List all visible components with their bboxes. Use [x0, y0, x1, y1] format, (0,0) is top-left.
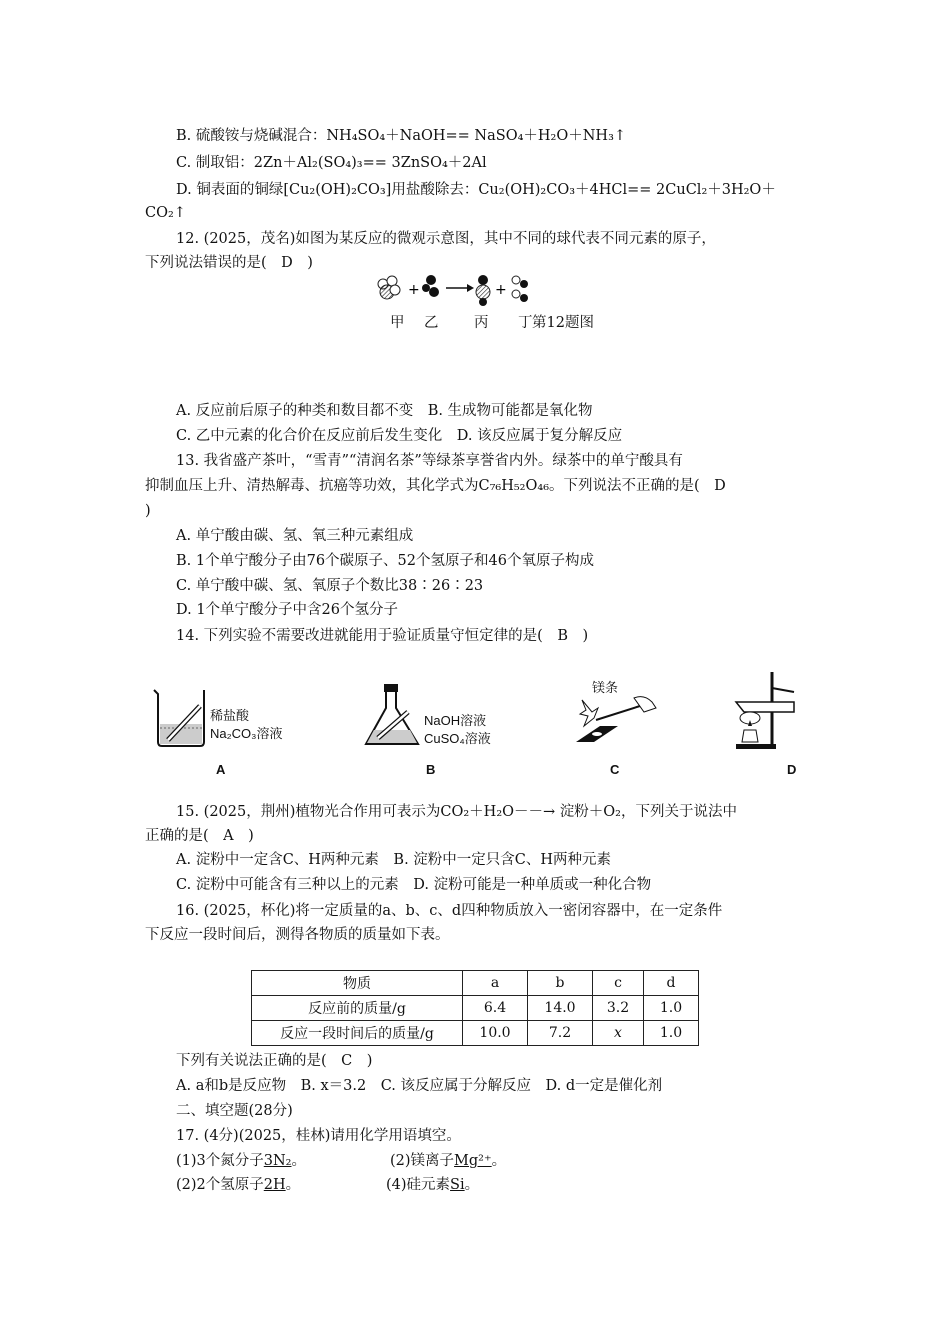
- molecule-yi-icon: [422, 275, 439, 297]
- fig-a-label-2: Na₂CO₃溶液: [210, 726, 283, 741]
- q13-stem: 13. 我省盛产茶叶，“雪青”“清润名茶”等绿茶享誉省内外。绿茶中的单宁酸具有: [176, 453, 683, 469]
- q17-item-1-prompt: (1)3个氮分子: [176, 1153, 264, 1169]
- q17-item-2-end: 。: [491, 1153, 507, 1169]
- table-header-cell: d: [644, 971, 699, 996]
- table-cell: 3.2: [593, 996, 644, 1021]
- q13-stem-cont2: ): [145, 503, 151, 519]
- table-cell: 10.0: [463, 1021, 528, 1046]
- q17-item-2-answer: Mg²⁺: [454, 1153, 492, 1169]
- q17-item-2-prompt: (2)镁离子: [390, 1153, 455, 1169]
- fig-label-a: A: [216, 762, 226, 777]
- q13-option-c: C. 单宁酸中碳、氢、氧原子个数比38∶26∶23: [176, 578, 484, 594]
- molecule-ding-icon: [512, 276, 528, 302]
- q12-stem-cont: 下列说法错误的是( D ): [145, 255, 313, 271]
- fig-label-c: C: [610, 762, 620, 777]
- q17-item-3: [176, 1175, 300, 1195]
- q17-item-3-answer: 2H: [263, 1177, 286, 1193]
- beaker-icon: [150, 684, 210, 748]
- q17-item-4-answer: Si: [450, 1177, 465, 1193]
- q15-stem: 15. (2025，荆州)植物光合作用可表示为CO₂＋H₂O－－→ 淀粉＋O₂，下列关于说法中: [176, 804, 737, 820]
- fig-c-label: 镁条: [592, 680, 619, 695]
- q11-option-d: D. 铜表面的铜绿[Cu₂(OH)₂CO₃]用盐酸除去：Cu₂(OH)₂CO₃＋4HCl== 2CuCl₂＋3H₂O＋: [176, 182, 776, 198]
- fig-label-ding: 丁: [518, 315, 533, 331]
- table-cell: 6.4: [463, 996, 528, 1021]
- table-cell: 14.0: [528, 996, 593, 1021]
- q11-option-b: B. 硫酸铵与烧碱混合：NH₄SO₄＋NaOH== NaSO₄＋H₂O＋NH₃↑: [176, 128, 627, 144]
- table-row: [252, 996, 699, 1021]
- table-cell: 1.0: [644, 996, 699, 1021]
- q17-item-4-end: 。: [464, 1177, 480, 1193]
- q15-options-cd: C. 淀粉中可能含有三种以上的元素 D. 淀粉可能是一种单质或一种化合物: [176, 877, 652, 893]
- q17-item-1: [176, 1151, 306, 1171]
- q17-item-1-answer: 3N₂: [263, 1153, 292, 1169]
- table-row: [252, 1021, 699, 1046]
- table-header-cell: c: [593, 971, 644, 996]
- fig-label-d: D: [787, 762, 797, 777]
- q16-options: A. a和b是反应物 B. x＝3.2 C. 该反应属于分解反应 D. d一定是催化剂: [176, 1078, 663, 1094]
- molecule-bing-icon: [476, 275, 490, 306]
- q16-stem-cont: 下反应一段时间后，测得各物质的质量如下表。: [145, 927, 450, 943]
- table-cell: x: [593, 1021, 644, 1046]
- table-header-cell: 物质: [252, 971, 463, 996]
- q12-stem: 12. (2025，茂名)如图为某反应的微观示意图，其中不同的球代表不同元素的原子，: [176, 231, 716, 247]
- q11-option-c: C. 制取铝：2Zn＋Al₂(SO₄)₃== 3ZnSO₄＋2Al: [176, 155, 487, 171]
- table-cell: 反应一段时间后的质量/g: [252, 1021, 463, 1046]
- svg-text:+: +: [495, 282, 507, 298]
- conical-flask-icon: [362, 682, 424, 750]
- table-header-cell: a: [463, 971, 528, 996]
- fig-label-yi: 乙: [424, 315, 439, 331]
- q17-item-2: [390, 1151, 506, 1171]
- molecule-jia-icon: [378, 276, 400, 299]
- q16-stem: 16. (2025，杯化)将一定质量的a、b、c、d四种物质放入一密闭容器中，在一定条件: [176, 903, 723, 919]
- q14-stem: 14. 下列实验不需要改进就能用于验证质量守恒定律的是( B ): [176, 628, 589, 644]
- fig-label-jia: 甲: [390, 315, 405, 331]
- table-cell: 1.0: [644, 1021, 699, 1046]
- mass-table: [251, 970, 699, 1046]
- q13-option-a: A. 单宁酸由碳、氢、氧三种元素组成: [176, 528, 414, 544]
- table-cell: 7.2: [528, 1021, 593, 1046]
- q15-options-ab: A. 淀粉中一定含C、H两种元素 B. 淀粉中一定只含C、H两种元素: [176, 852, 612, 868]
- q15-stem-cont: 正确的是( A ): [145, 828, 254, 844]
- fig-label-bing: 丙: [474, 315, 489, 331]
- q17-stem: 17. (4分)(2025，桂林)请用化学用语填空。: [176, 1128, 461, 1144]
- section-heading: 二、填空题(28分): [176, 1103, 293, 1119]
- fig-a-label-1: 稀盐酸: [210, 708, 250, 723]
- q12-options-cd: C. 乙中元素的化合价在反应前后发生变化 D. 该反应属于复分解反应: [176, 428, 623, 444]
- q13-option-b: B. 1个单宁酸分子由76个碳原子、52个氢原子和46个氧原子构成: [176, 553, 594, 569]
- q17-item-3-end: 。: [285, 1177, 301, 1193]
- q13-option-d: D. 1个单宁酸分子中含26个氢分子: [176, 602, 399, 618]
- fig-label-b: B: [426, 762, 436, 777]
- q16-prompt: 下列有关说法正确的是( C ): [176, 1053, 373, 1069]
- fig-b-label-1: NaOH溶液: [424, 713, 487, 728]
- fig-caption: 第12题图: [532, 315, 594, 331]
- q17-item-1-end: 。: [291, 1153, 306, 1169]
- plus-sign: +: [408, 282, 420, 298]
- q17-item-3-prompt: (2)2个氢原子: [176, 1177, 264, 1193]
- table-header-cell: b: [528, 971, 593, 996]
- heating-apparatus-icon: [728, 668, 804, 750]
- table-header-row: [252, 971, 699, 996]
- table-cell: 反应前的质量/g: [252, 996, 463, 1021]
- q17-item-4-prompt: (4)硅元素: [386, 1177, 451, 1193]
- q13-stem-cont: 抑制血压上升、清热解毒、抗癌等功效，其化学式为C₇₆H₅₂O₄₆。下列说法不正确的是( D: [145, 478, 726, 494]
- q12-options-ab: A. 反应前后原子的种类和数目都不变 B. 生成物可能都是氧化物: [176, 403, 593, 419]
- q17-item-4: [386, 1175, 479, 1195]
- q11-option-d-cont: CO₂↑: [145, 205, 186, 221]
- fig-b-label-2: CuSO₄溶液: [424, 731, 491, 746]
